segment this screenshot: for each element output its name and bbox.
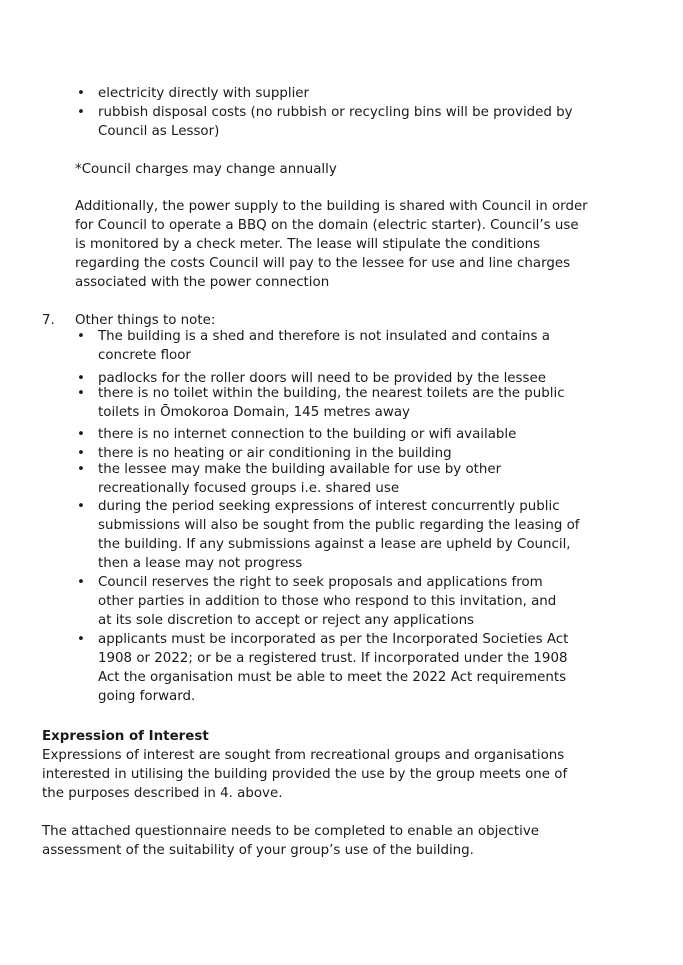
list-item: [77, 497, 580, 573]
bullet-icon: •: [77, 632, 85, 647]
list-item: [77, 103, 603, 141]
bullet-icon: •: [77, 386, 85, 401]
bullet-text: the lessee may make the building available for use by other recreationally focused groups i.e. shared use: [98, 462, 502, 496]
bullet-icon: •: [77, 86, 85, 101]
bullet-text: there is no heating or air conditioning in the building: [98, 446, 452, 461]
list-item: [77, 84, 598, 103]
bullet-text: padlocks for the roller doors will need to be provided by the lessee: [98, 371, 546, 386]
list-item: [77, 573, 563, 630]
bullet-icon: •: [77, 105, 85, 120]
eoi-paragraph-2: The attached questionnaire needs to be completed to enable an objective assessment of the suitability of your group’s use of the building.: [42, 824, 540, 858]
bullet-text: there is no toilet within the building, the nearest toilets are the public toilets in Ōmokoroa Domain, 145 metres away: [98, 386, 565, 420]
list-item: [77, 630, 593, 706]
bullet-icon: •: [77, 446, 85, 461]
bullet-text: electricity directly with supplier: [98, 86, 310, 101]
list-item: [77, 384, 593, 422]
section-heading: Other things to note:: [75, 313, 216, 328]
list-item: [77, 425, 598, 444]
eoi-heading: Expression of Interest: [42, 729, 209, 744]
section-number: 7.: [42, 313, 55, 328]
bullet-text: applicants must be incorporated as per the Incorporated Societies Act 1908 or 2022; or be a registered trust. If incorporated under the 1908 Act the organisation must be able to meet the 2022 Act requirements going forward.: [98, 632, 569, 704]
bullet-icon: •: [77, 371, 85, 386]
power-paragraph: Additionally, the power supply to the building is shared with Council in order for Council to operate a BBQ on the domain (electric starter). Council’s use is monitored by a check meter. The lease will stipulate the conditions regarding the costs Council will pay to the lessee for use and line charges associated with the power connection: [75, 199, 588, 290]
bullet-icon: •: [77, 575, 85, 590]
bullet-icon: •: [77, 462, 85, 477]
bullet-icon: •: [77, 329, 85, 344]
bullet-icon: •: [77, 499, 85, 514]
bullet-text: there is no internet connection to the building or wifi available: [98, 427, 517, 442]
list-item: [77, 327, 588, 365]
list-item: [77, 460, 573, 498]
bullet-icon: •: [77, 427, 85, 442]
bullet-text: rubbish disposal costs (no rubbish or recycling bins will be provided by Council as Lessor): [98, 105, 573, 139]
eoi-paragraph-1: Expressions of interest are sought from recreational groups and organisations interested in utilising the building provided the use by the group meets one of the purposes described in 4. above.: [42, 748, 568, 801]
bullet-text: during the period seeking expressions of interest concurrently public submissions will also be sought from the public regarding the leasing of the building. If any submissions against a lease are upheld by Council, then a lease may not progress: [98, 499, 580, 571]
bullet-text: The building is a shed and therefore is not insulated and contains a concrete floor: [98, 329, 550, 363]
bullet-text: Council reserves the right to seek proposals and applications from other parties in addition to those who respond to this invitation, and at its sole discretion to accept or reject any applications: [98, 575, 557, 628]
charges-note: *Council charges may change annually: [75, 162, 337, 177]
